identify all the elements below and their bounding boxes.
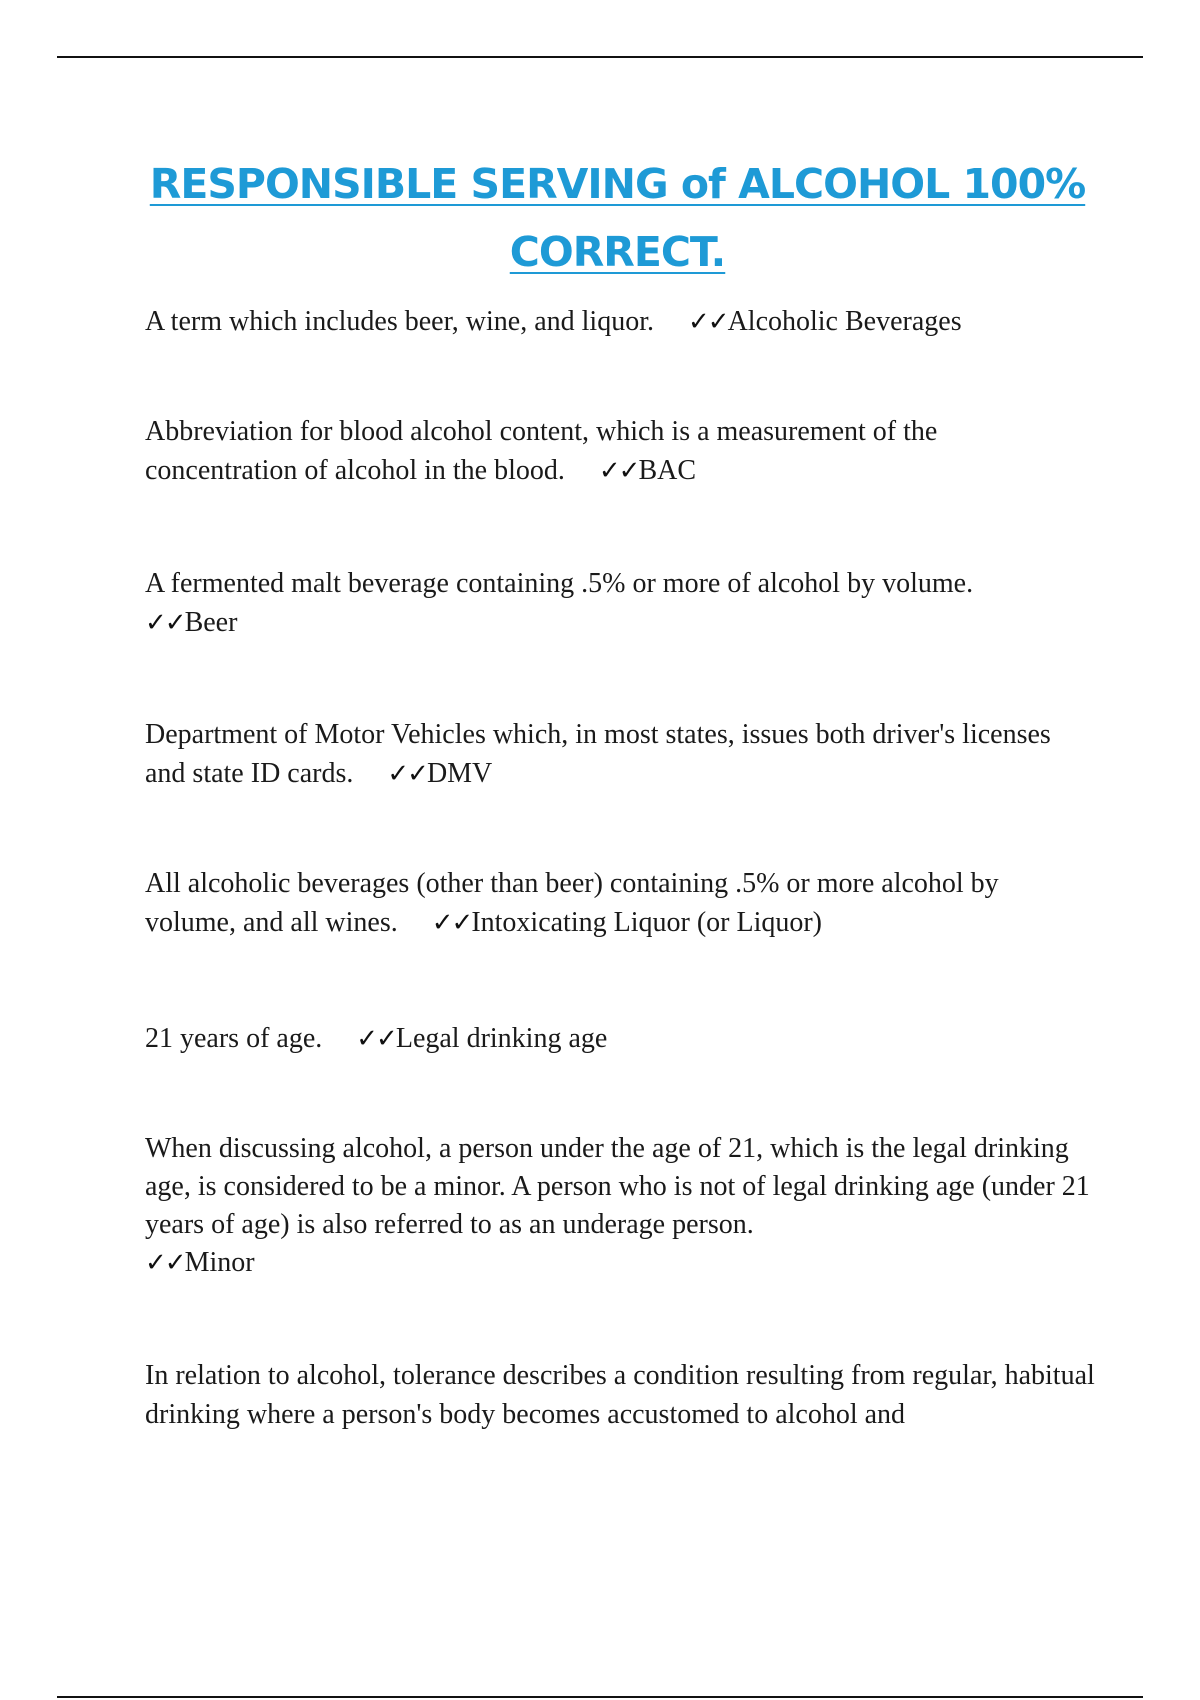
bottom-rule xyxy=(57,1696,1143,1698)
double-check-icon: ✓✓ xyxy=(356,1024,396,1054)
answer-text: BAC xyxy=(638,455,697,486)
question-text: When discussing alcohol, a person under the age of 21, which is the legal drinking age, is considered to be a minor. A person who is not of legal drinking age (under 21 years of age) is also referred to as an underage person. xyxy=(145,1133,1090,1240)
qa-item-5 xyxy=(145,864,1095,943)
page-title xyxy=(100,150,1135,286)
double-check-icon: ✓✓ xyxy=(145,1248,185,1278)
question-text: Abbreviation for blood alcohol content, which is a measurement of the concentration of alcohol in the blood. xyxy=(145,416,938,486)
question-text: A fermented malt beverage containing .5% or more of alcohol by volume. xyxy=(145,568,974,599)
qa-item-4 xyxy=(145,715,1095,794)
answer-text: Beer xyxy=(184,607,238,638)
double-check-icon: ✓✓ xyxy=(687,307,728,337)
qa-item-7 xyxy=(145,1130,1095,1282)
question-text: All alcoholic beverages (other than beer) containing .5% or more alcohol by volume, and all wines. xyxy=(145,868,999,938)
title-line-1: RESPONSIBLE SERVING of ALCOHOL 100% xyxy=(149,160,1086,208)
qa-item-3 xyxy=(145,564,1095,643)
qa-item-6 xyxy=(145,1019,1095,1059)
double-check-icon: ✓✓ xyxy=(145,608,185,638)
qa-item-1 xyxy=(145,302,1095,342)
top-rule xyxy=(57,56,1143,58)
answer-text: Legal drinking age xyxy=(395,1023,608,1054)
qa-item-2 xyxy=(145,412,1095,491)
title-line-2: CORRECT. xyxy=(509,228,726,276)
answer-text: Minor xyxy=(184,1247,255,1278)
qa-item-8 xyxy=(145,1356,1095,1434)
question-text: In relation to alcohol, tolerance describes a condition resulting from regular, habitual drinking where a person's body becomes accustomed to alcohol and xyxy=(145,1360,1095,1430)
question-text: A term which includes beer, wine, and liquor. xyxy=(145,306,654,337)
double-check-icon: ✓✓ xyxy=(598,456,639,486)
answer-text: DMV xyxy=(426,758,493,789)
double-check-icon: ✓✓ xyxy=(387,759,427,789)
question-text: 21 years of age. xyxy=(145,1023,323,1054)
question-text: Department of Motor Vehicles which, in most states, issues both driver's licenses and state ID cards. xyxy=(145,719,1051,789)
answer-text: Intoxicating Liquor (or Liquor) xyxy=(471,907,822,938)
answer-text: Alcoholic Beverages xyxy=(727,306,962,337)
double-check-icon: ✓✓ xyxy=(431,908,472,938)
